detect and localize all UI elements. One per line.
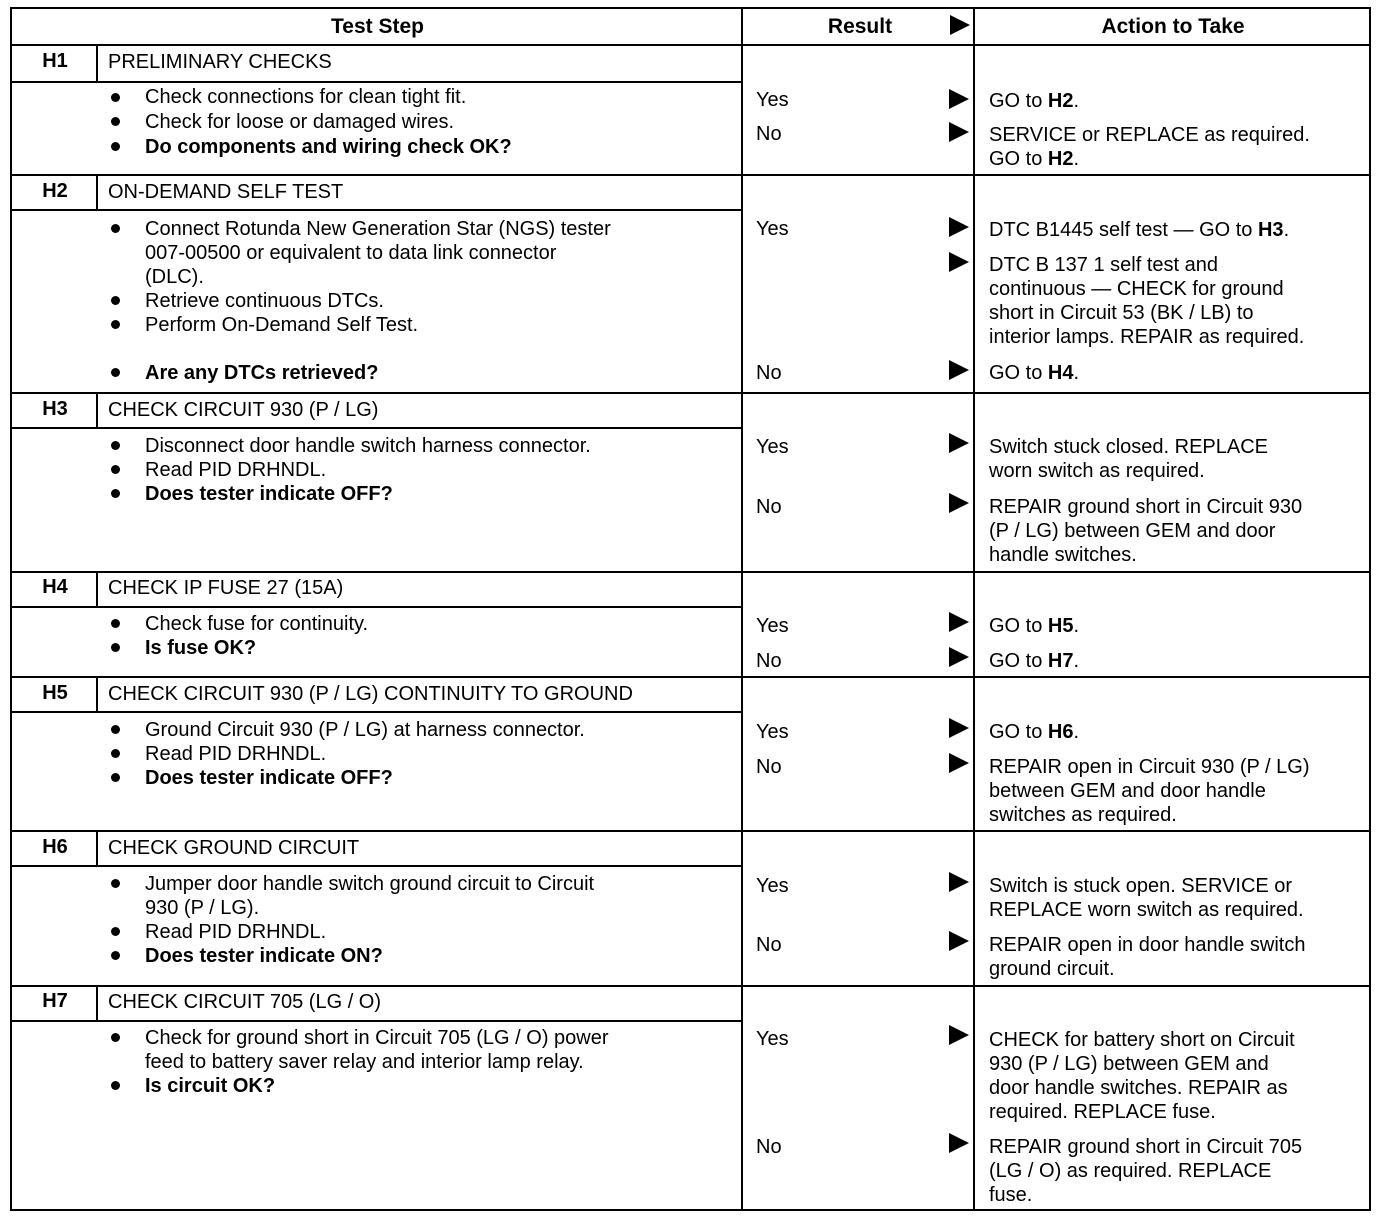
- step-h5-result-no: No: [756, 756, 782, 778]
- step-id-h1: H1: [42, 50, 68, 72]
- arrow-icon: [949, 89, 969, 109]
- bullet-icon: [111, 368, 120, 377]
- step-h4-action-no: GO to H7.: [989, 650, 1080, 672]
- bullet-icon: [111, 879, 120, 888]
- title-divider-h4: [12, 606, 742, 608]
- bullet-icon: [111, 224, 120, 233]
- step-h3-result-yes: Yes: [756, 436, 789, 458]
- step-h5-bullet-3: Does tester indicate OFF?: [145, 767, 393, 789]
- arrow-icon: [949, 872, 969, 892]
- step-h2-action-b-4: interior lamps. REPAIR as required.: [989, 326, 1305, 348]
- step-h4-result-yes: Yes: [756, 615, 789, 637]
- title-divider-h6: [12, 865, 742, 867]
- step-h2-bullet-3: Perform On-Demand Self Test.: [145, 314, 419, 336]
- step-h1-result-yes: Yes: [756, 89, 789, 111]
- bullet-icon: [111, 1033, 120, 1042]
- step-h2-bullet-1: Connect Rotunda New Generation Star (NGS) tester: [145, 218, 611, 240]
- arrow-icon: [949, 433, 969, 453]
- step-h6-bullet-1: Jumper door handle switch ground circuit to Circuit: [145, 873, 595, 895]
- step-title-h6: CHECK GROUND CIRCUIT: [108, 837, 360, 859]
- step-h3-action-no-2: (P / LG) between GEM and door: [989, 520, 1276, 542]
- bullet-icon: [111, 142, 120, 151]
- step-id-h5: H5: [42, 682, 68, 704]
- id-divider-h7: [96, 987, 98, 1021]
- col-divider-2: [973, 9, 975, 1211]
- title-divider-h2: [12, 209, 742, 211]
- arrow-icon: [949, 493, 969, 513]
- step-h5-action-no-3: switches as required.: [989, 804, 1177, 826]
- header-result-label: Result: [827, 15, 893, 38]
- step-h1-action-yes: GO to H2.: [989, 90, 1080, 112]
- test-step-table: [10, 7, 1371, 1211]
- header-divider: [12, 44, 1371, 46]
- step-h5-result-yes: Yes: [756, 721, 789, 743]
- arrow-icon: [949, 122, 969, 142]
- bullet-icon: [111, 749, 120, 758]
- step-h6-action-yes-1: Switch is stuck open. SERVICE or: [989, 875, 1293, 897]
- step-h2-bullet-4: Are any DTCs retrieved?: [145, 362, 379, 384]
- bullet-icon: [111, 773, 120, 782]
- step-id-h4: H4: [42, 576, 68, 598]
- step-h7-action-no-2: (LG / O) as required. REPLACE: [989, 1160, 1272, 1182]
- bullet-icon: [111, 725, 120, 734]
- arrow-icon: [949, 718, 969, 738]
- arrow-icon: [949, 252, 969, 272]
- step-h7-bullet-1: Check for ground short in Circuit 705 (LG / O) power: [145, 1027, 609, 1049]
- step-h5-action-no-2: between GEM and door handle: [989, 780, 1266, 802]
- step-h7-action-no-1: REPAIR ground short in Circuit 705: [989, 1136, 1303, 1158]
- step-h3-bullet-2: Read PID DRHNDL.: [145, 459, 327, 481]
- step-h3-action-yes-2: worn switch as required.: [989, 460, 1205, 482]
- row-divider-h5: [12, 830, 1371, 832]
- step-h2-result-yes: Yes: [756, 218, 789, 240]
- step-h3-bullet-1: Disconnect door handle switch harness connector.: [145, 435, 591, 457]
- bullet-icon: [111, 441, 120, 450]
- step-h6-action-yes-2: REPLACE worn switch as required.: [989, 899, 1304, 921]
- step-h1-bullet-1: Check connections for clean tight fit.: [145, 86, 467, 108]
- step-h6-result-no: No: [756, 934, 782, 956]
- step-h2-result-no: No: [756, 362, 782, 384]
- step-h7-action-yes-2: 930 (P / LG) between GEM and: [989, 1053, 1269, 1075]
- step-h5-action-no-1: REPAIR open in Circuit 930 (P / LG): [989, 756, 1310, 778]
- row-divider-h3: [12, 571, 1371, 573]
- step-h7-bullet-1b: feed to battery saver relay and interior lamp relay.: [145, 1051, 584, 1073]
- step-h1-bullet-2: Check for loose or damaged wires.: [145, 111, 455, 133]
- bullet-icon: [111, 320, 120, 329]
- step-h3-result-no: No: [756, 496, 782, 518]
- step-title-h7: CHECK CIRCUIT 705 (LG / O): [108, 991, 382, 1013]
- id-divider-h2: [96, 176, 98, 210]
- step-h6-result-yes: Yes: [756, 875, 789, 897]
- header-action: Action to Take: [1101, 15, 1245, 38]
- step-h2-action-b-2: continuous — CHECK for ground: [989, 278, 1284, 300]
- title-divider-h5: [12, 711, 742, 713]
- step-h4-bullet-1: Check fuse for continuity.: [145, 613, 369, 635]
- step-title-h1: PRELIMINARY CHECKS: [108, 51, 332, 73]
- row-divider-h2: [12, 392, 1371, 394]
- id-divider-h5: [96, 678, 98, 712]
- step-id-h3: H3: [42, 398, 68, 420]
- step-h5-bullet-1: Ground Circuit 930 (P / LG) at harness connector.: [145, 719, 585, 741]
- step-h5-action-yes: GO to H6.: [989, 721, 1080, 743]
- title-divider-h3: [12, 427, 742, 429]
- header-test-step: Test Step: [331, 15, 424, 38]
- title-divider-h1: [12, 81, 742, 83]
- bullet-icon: [111, 465, 120, 474]
- arrow-icon: [949, 612, 969, 632]
- step-h7-action-yes-1: CHECK for battery short on Circuit: [989, 1029, 1295, 1051]
- step-h3-bullet-3: Does tester indicate OFF?: [145, 483, 393, 505]
- arrow-icon: [949, 1133, 969, 1153]
- step-h7-action-yes-3: door handle switches. REPAIR as: [989, 1077, 1288, 1099]
- step-h1-action-no-1: SERVICE or REPLACE as required.: [989, 124, 1310, 146]
- step-h2-action-no: GO to H4.: [989, 362, 1080, 384]
- step-h2-action-yes: DTC B1445 self test — GO to H3.: [989, 219, 1290, 241]
- step-h3-action-yes-1: Switch stuck closed. REPLACE: [989, 436, 1268, 458]
- step-h4-result-no: No: [756, 650, 782, 672]
- arrow-icon: [949, 647, 969, 667]
- step-h4-action-yes: GO to H5.: [989, 615, 1080, 637]
- step-h1-bullet-3: Do components and wiring check OK?: [145, 136, 512, 158]
- step-title-h2: ON-DEMAND SELF TEST: [108, 181, 344, 203]
- step-h6-bullet-3: Does tester indicate ON?: [145, 945, 383, 967]
- col-divider-1: [741, 9, 743, 1211]
- step-h2-action-b-1: DTC B 137 1 self test and: [989, 254, 1219, 276]
- header-result: [745, 9, 975, 45]
- step-h3-action-no-3: handle switches.: [989, 544, 1137, 566]
- step-h2-action-b-3: short in Circuit 53 (BK / LB) to: [989, 302, 1254, 324]
- step-h5-bullet-2: Read PID DRHNDL.: [145, 743, 327, 765]
- row-divider-h6: [12, 985, 1371, 987]
- step-h2-bullet-1b: 007-00500 or equivalent to data link connector: [145, 242, 557, 264]
- step-h2-bullet-2: Retrieve continuous DTCs.: [145, 290, 384, 312]
- step-h7-bullet-2: Is circuit OK?: [145, 1075, 276, 1097]
- id-divider-h1: [96, 45, 98, 81]
- bullet-icon: [111, 619, 120, 628]
- step-h6-action-no-2: ground circuit.: [989, 958, 1115, 980]
- bullet-icon: [111, 489, 120, 498]
- step-title-h4: CHECK IP FUSE 27 (15A): [108, 577, 344, 599]
- step-h7-action-no-3: fuse.: [989, 1184, 1033, 1206]
- bullet-icon: [111, 951, 120, 960]
- step-h3-action-no-1: REPAIR ground short in Circuit 930: [989, 496, 1303, 518]
- bullet-icon: [111, 1081, 120, 1090]
- id-divider-h3: [96, 394, 98, 428]
- id-divider-h6: [96, 832, 98, 866]
- step-title-h3: CHECK CIRCUIT 930 (P / LG): [108, 399, 379, 421]
- step-h1-result-no: No: [756, 123, 782, 145]
- bullet-icon: [111, 643, 120, 652]
- step-h6-bullet-1b: 930 (P / LG).: [145, 897, 260, 919]
- step-h4-bullet-2: Is fuse OK?: [145, 637, 257, 659]
- bullet-icon: [111, 117, 120, 126]
- step-h7-result-yes: Yes: [756, 1028, 789, 1050]
- arrow-icon: [949, 931, 969, 951]
- bullet-icon: [111, 93, 120, 102]
- step-h6-bullet-2: Read PID DRHNDL.: [145, 921, 327, 943]
- step-h6-action-no-1: REPAIR open in door handle switch: [989, 934, 1306, 956]
- title-divider-h7: [12, 1020, 742, 1022]
- step-id-h6: H6: [42, 836, 68, 858]
- id-divider-h4: [96, 573, 98, 607]
- arrow-icon: [949, 753, 969, 773]
- step-h2-bullet-1c: (DLC).: [145, 266, 204, 288]
- header-arrow-icon: [950, 15, 970, 35]
- row-divider-h1: [12, 174, 1371, 176]
- arrow-icon: [949, 360, 969, 380]
- arrow-icon: [949, 217, 969, 237]
- step-h7-result-no: No: [756, 1136, 782, 1158]
- row-divider-h4: [12, 676, 1371, 678]
- arrow-icon: [949, 1025, 969, 1045]
- step-id-h2: H2: [42, 180, 68, 202]
- bullet-icon: [111, 927, 120, 936]
- step-h1-action-no-2: GO to H2.: [989, 148, 1080, 170]
- step-h7-action-yes-4: required. REPLACE fuse.: [989, 1101, 1216, 1123]
- step-title-h5: CHECK CIRCUIT 930 (P / LG) CONTINUITY TO GROUND: [108, 683, 633, 705]
- step-id-h7: H7: [42, 990, 68, 1012]
- bullet-icon: [111, 296, 120, 305]
